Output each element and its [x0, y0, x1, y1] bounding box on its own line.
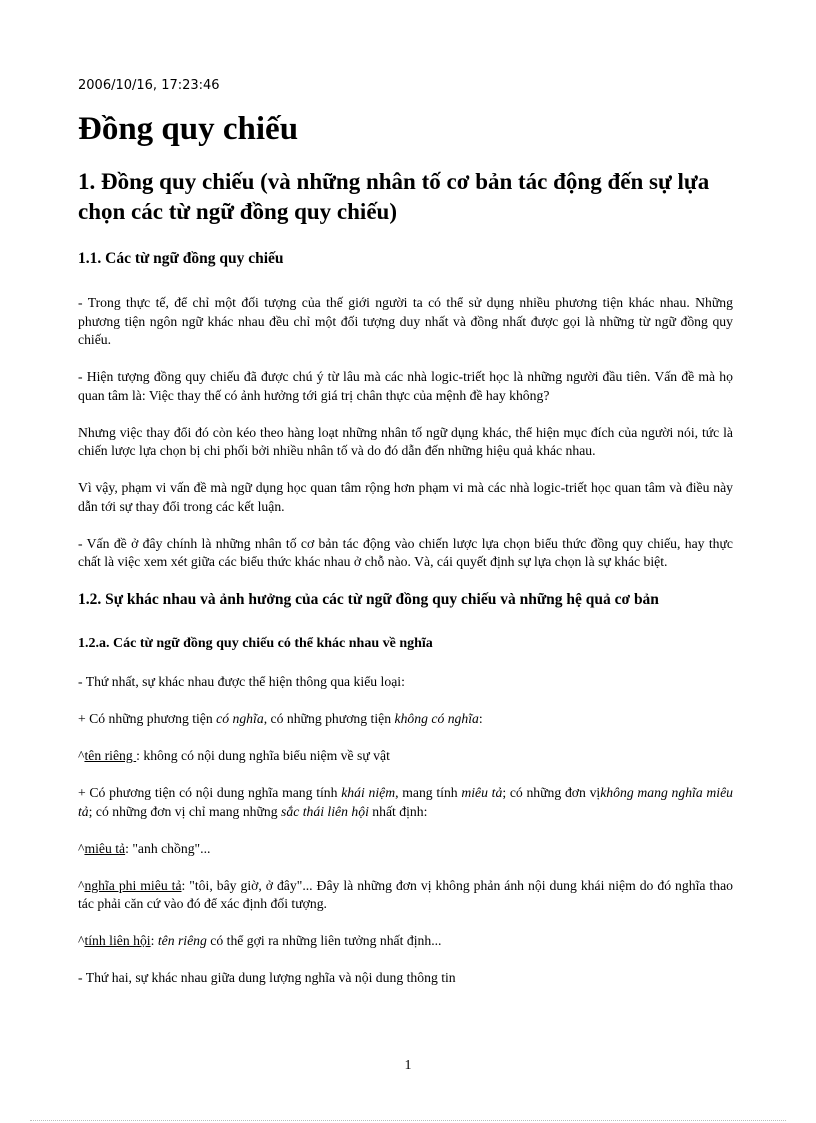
underlined-term: nghĩa phi miêu tả	[84, 877, 182, 893]
italic-term: có nghĩa	[216, 711, 264, 727]
paragraph: - Thứ nhất, sự khác nhau được thể hiện thông qua kiểu loại:	[78, 674, 405, 690]
section-1-heading: 1. Đồng quy chiếu (và những nhân tố cơ bản tác động đến sự lựa chọn các từ ngữ đồng quy chiếu)	[78, 169, 710, 225]
caret-line	[78, 747, 733, 766]
italic-term: không mang nghĩa miêu tả	[78, 785, 734, 819]
page-bottom-divider	[30, 1120, 786, 1121]
text-run: : "tôi, bây giờ, ở đây"... Đây là những đơn vị không phản ánh nội dung khái niệm do đó nghĩa thao tác phải căn cứ vào đó để xác định đối tượng.	[78, 877, 733, 912]
timestamp: 2006/10/16, 17:23:46	[78, 78, 220, 93]
italic-term: miêu tả	[461, 785, 503, 801]
page-title: Đồng quy chiếu	[78, 111, 299, 147]
caret-symbol: ^	[78, 877, 85, 893]
caret-symbol: ^	[78, 840, 85, 856]
paragraph: - Thứ hai, sự khác nhau giữa dung lượng nghĩa và nội dung thông tin	[78, 970, 456, 986]
text-run: :	[150, 933, 158, 949]
caret-line	[78, 840, 733, 859]
caret-line	[78, 932, 733, 951]
caret-line	[78, 877, 733, 914]
section-1-2-heading: 1.2. Sự khác nhau và ảnh hưởng của các từ ngữ đồng quy chiếu và những hệ quả cơ bản	[78, 591, 659, 608]
paragraph: Vì vậy, phạm vi vấn đề mà ngữ dụng học quan tâm rộng hơn phạm vi mà các nhà logic-triết học quan tâm và điều này dẫn tới sự thay đổi trong các kết luận.	[78, 480, 733, 514]
text-run: nhất định:	[368, 803, 428, 819]
paragraph: - Hiện tượng đồng quy chiếu đã được chú ý từ lâu mà các nhà logic-triết học là những người đầu tiên. Vấn đề mà họ quan tâm là: Việc thay thế có ảnh hưởng tới giá trị chân thực của mệnh đề hay không?	[78, 369, 733, 403]
underlined-term: tên riêng	[84, 748, 137, 764]
text-run: có thể gợi ra những liên tưởng nhất định...	[206, 933, 442, 949]
paragraph: - Vấn đề ở đây chính là những nhân tố cơ bản tác động vào chiến lược lựa chọn biểu thức đồng quy chiếu, hay thực chất là việc xem xét giữa các biểu thức khác nhau ở chỗ nào. Và, cái quyết định sự lựa chọn là sự khác biệt.	[78, 535, 733, 569]
text-run: + Có phương tiện có nội dung nghĩa mang tính	[78, 785, 342, 801]
text-run: ; có những đơn vị chỉ mang những	[88, 803, 282, 819]
text-run: : không có nội dung nghĩa biểu niệm về sự vật	[136, 748, 390, 764]
underlined-term: tính liên hội	[84, 933, 151, 949]
bullet-line	[78, 784, 733, 821]
text-run: : "anh chồng"...	[125, 840, 211, 856]
italic-term: không có nghĩa	[394, 711, 479, 727]
underlined-term: miêu tả	[84, 840, 126, 856]
text-run: , mang tính	[395, 785, 462, 801]
section-1-2-a-heading: 1.2.a. Các từ ngữ đồng quy chiếu có thể khác nhau về nghĩa	[78, 635, 433, 651]
paragraph: Nhưng việc thay đổi đó còn kéo theo hàng loạt những nhân tố ngữ dụng khác, thể hiện mục đích của người nói, tức là chiến lược lựa chọn bị chi phối bởi nhiều nhân tố và do đó dẫn đến những hiệu quả khác nhau.	[78, 424, 733, 458]
page-number: 1	[404, 1058, 412, 1073]
document-body	[78, 78, 733, 1006]
bullet-line	[78, 710, 733, 729]
text-run: ; có những đơn vị	[502, 785, 601, 801]
text-run: + Có những phương tiện	[78, 711, 217, 727]
paragraph: - Trong thực tế, để chỉ một đối tượng của thế giới người ta có thể sử dụng nhiều phương tiện khác nhau. Những phương tiện ngôn ngữ khác nhau đều chỉ một đối tượng duy nhất và đồng nhất được gọi là những từ ngữ đồng quy chiếu.	[78, 295, 733, 347]
italic-term: tên riêng	[157, 933, 207, 949]
caret-symbol: ^	[78, 933, 85, 949]
text-run: , có những phương tiện	[263, 711, 395, 727]
italic-term: sắc thái liên hội	[281, 803, 369, 819]
text-run: :	[478, 711, 483, 727]
italic-term: khái niệm	[341, 785, 396, 801]
caret-symbol: ^	[78, 748, 85, 764]
section-1-1-heading: 1.1. Các từ ngữ đồng quy chiếu	[78, 250, 284, 268]
